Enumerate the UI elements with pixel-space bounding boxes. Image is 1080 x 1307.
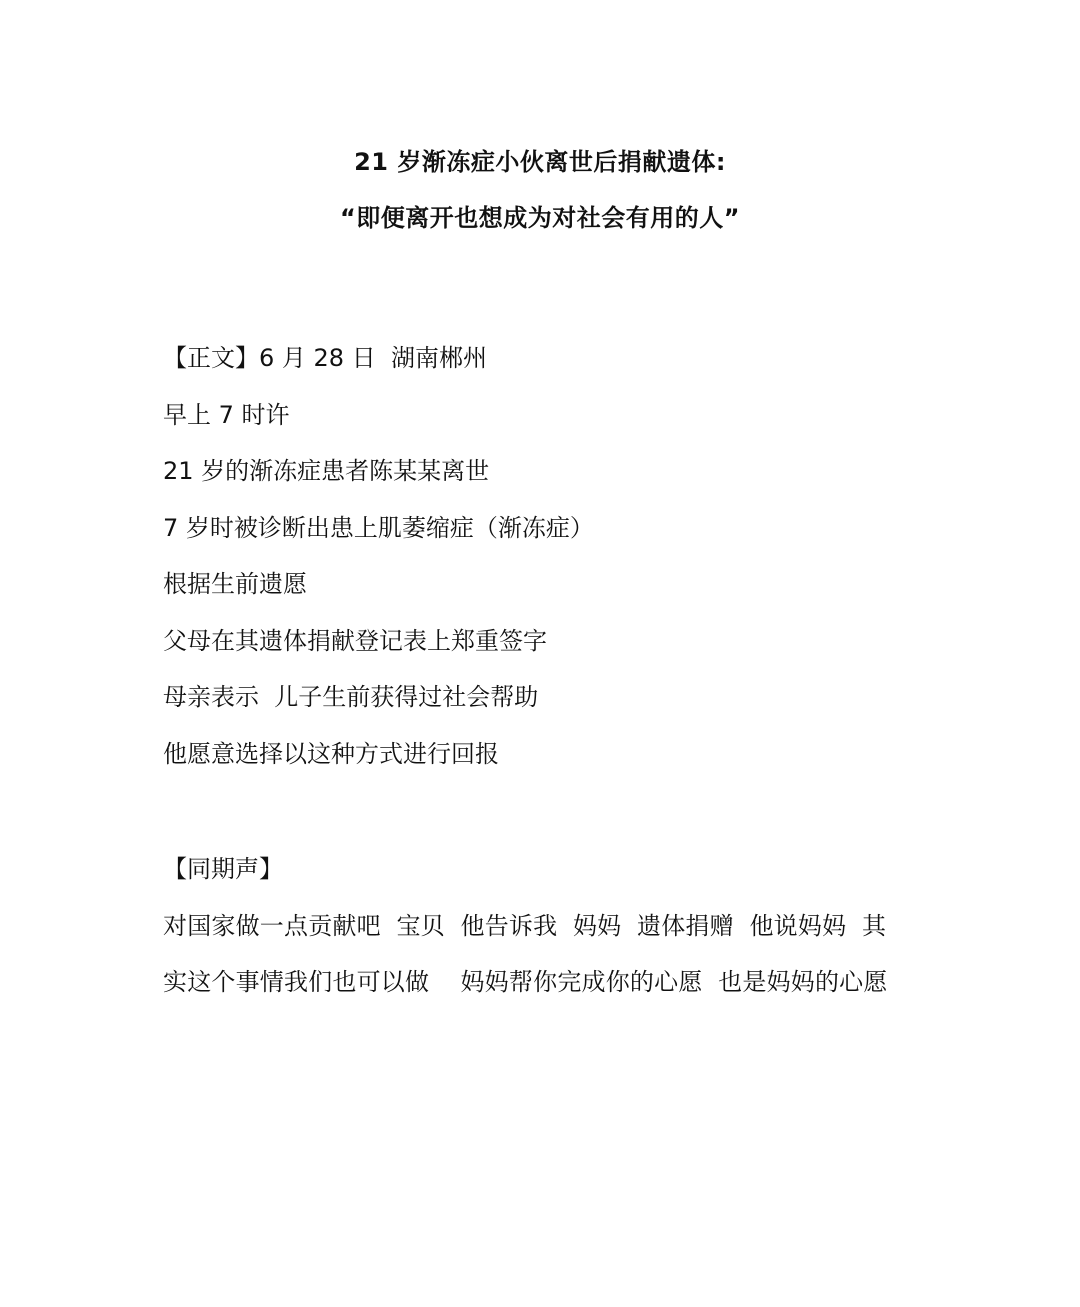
- sound-bite-line: 对国家做一点贡献吧 宝贝 他告诉我 妈妈 遗体捐赠 他说妈妈 其: [163, 911, 887, 940]
- headline-line-2: “即便离开也想成为对社会有用的人”: [339, 204, 741, 232]
- body-line: 父母在其遗体捐献登记表上郑重签字: [163, 626, 547, 655]
- dateline: 【正文】6 月 28 日 湖南郴州: [163, 344, 487, 372]
- body-line: 根据生前遗愿: [163, 570, 307, 598]
- headline-line-1: 21 岁渐冻症小伙离世后捐献遗体:: [354, 148, 726, 176]
- body-line: 7 岁时被诊断出患上肌萎缩症（渐冻症）: [163, 513, 594, 542]
- article-body: [163, 338, 943, 1019]
- sound-bite-heading: 【同期声】: [163, 855, 283, 883]
- body-line: 早上 7 时许: [163, 400, 290, 429]
- body-line: 21 岁的渐冻症患者陈某某离世: [163, 457, 490, 485]
- body-line: 母亲表示 儿子生前获得过社会帮助: [163, 683, 539, 711]
- section-spacer: [163, 790, 943, 849]
- body-line: 他愿意选择以这种方式进行回报: [163, 739, 499, 768]
- headline: [0, 138, 1080, 250]
- sound-bite-line: 实这个事情我们也可以做 妈妈帮你完成你的心愿 也是妈妈的心愿: [163, 968, 888, 996]
